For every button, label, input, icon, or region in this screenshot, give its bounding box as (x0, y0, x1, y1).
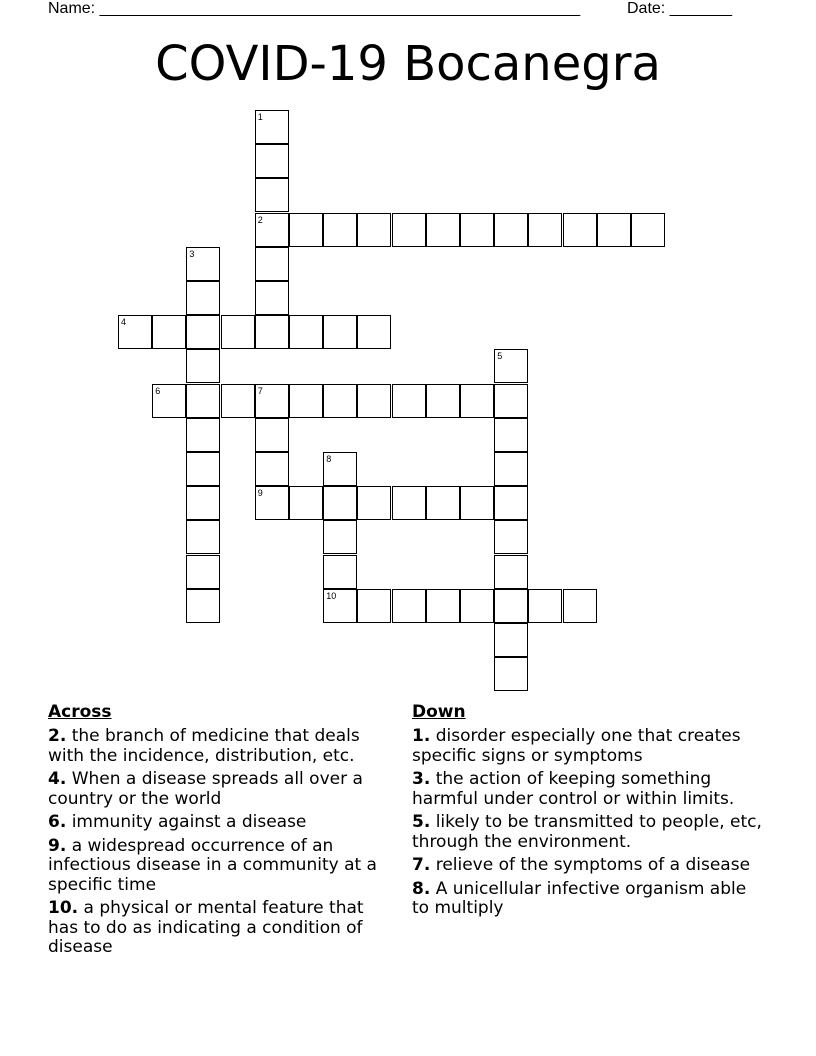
grid-cell[interactable] (563, 589, 597, 623)
down-clue-list (412, 727, 762, 919)
down-clue (412, 813, 762, 852)
grid-cell[interactable] (494, 349, 528, 383)
grid-cell[interactable] (221, 384, 255, 418)
clue-number: 2 (257, 214, 263, 225)
grid-cell[interactable] (186, 384, 220, 418)
clue-text: likely to be transmitted to people, etc, through the environment. (412, 812, 762, 852)
down-clue (412, 727, 762, 766)
grid-cell[interactable] (289, 384, 323, 418)
grid-cell[interactable] (631, 213, 665, 247)
grid-cell[interactable] (323, 589, 357, 623)
grid-cell[interactable] (494, 589, 528, 623)
grid-cell[interactable] (460, 486, 494, 520)
grid-cell[interactable] (323, 520, 357, 554)
grid-cell[interactable] (426, 384, 460, 418)
clue-number: 8 (326, 454, 332, 464)
grid-cell[interactable] (494, 384, 528, 418)
grid-cell[interactable] (392, 486, 426, 520)
grid-cell[interactable] (186, 555, 220, 589)
clue-number-label: 3. (412, 769, 431, 789)
grid-cell[interactable] (323, 452, 357, 486)
grid-cell[interactable] (255, 384, 289, 418)
grid-cell[interactable] (152, 315, 186, 349)
across-clue (48, 837, 393, 896)
down-clue (412, 770, 762, 809)
grid-cell[interactable] (528, 213, 562, 247)
clue-number-label: 8. (412, 878, 431, 899)
clue-number: 9 (257, 488, 263, 499)
grid-cell[interactable] (494, 657, 528, 691)
down-clue (412, 880, 762, 919)
grid-cell[interactable] (460, 589, 494, 623)
grid-cell[interactable] (323, 213, 357, 247)
grid-cell[interactable] (357, 315, 391, 349)
clue-text: immunity against a disease (71, 812, 307, 832)
grid-cell[interactable] (289, 315, 323, 349)
grid-cell[interactable] (357, 213, 391, 247)
down-clue (412, 856, 762, 876)
grid-cell[interactable] (255, 486, 289, 520)
clue-number-label: 5. (412, 812, 431, 832)
grid-cell[interactable] (186, 418, 220, 452)
grid-cell[interactable] (255, 247, 289, 281)
grid-cell[interactable] (186, 486, 220, 520)
clue-number: 6 (155, 385, 161, 396)
grid-cell[interactable] (289, 213, 323, 247)
grid-cell[interactable] (255, 418, 289, 452)
grid-cell[interactable] (392, 589, 426, 623)
grid-cell[interactable] (528, 589, 562, 623)
grid-cell[interactable] (357, 384, 391, 418)
clue-text: the action of keeping something harmful under control or within limits. (412, 769, 735, 809)
grid-cell[interactable] (323, 315, 357, 349)
grid-cell[interactable] (255, 315, 289, 349)
grid-cell[interactable] (494, 623, 528, 657)
grid-cell[interactable] (255, 281, 289, 315)
grid-cell[interactable] (186, 247, 220, 281)
clue-number-label: 6. (48, 812, 67, 832)
clue-number: 1 (257, 112, 263, 122)
grid-cell[interactable] (426, 486, 460, 520)
down-heading: Down (412, 702, 466, 722)
across-clues (48, 702, 393, 962)
clue-number: 10 (326, 590, 337, 601)
grid-cell[interactable] (563, 213, 597, 247)
down-clues (412, 702, 762, 923)
grid-cell[interactable] (426, 589, 460, 623)
grid-cell[interactable] (186, 520, 220, 554)
clue-number-label: 9. (48, 835, 67, 856)
grid-cell[interactable] (460, 213, 494, 247)
clue-text: a physical or mental feature that has to do as indicating a condition of disease (48, 898, 364, 957)
grid-cell[interactable] (221, 315, 255, 349)
clue-text: A unicellular infective organism able to multiply (412, 878, 747, 918)
clue-number-label: 2. (48, 726, 67, 746)
clue-number-label: 1. (412, 726, 431, 746)
grid-cell[interactable] (255, 144, 289, 178)
grid-cell[interactable] (426, 213, 460, 247)
grid-cell[interactable] (494, 555, 528, 589)
grid-cell[interactable] (460, 384, 494, 418)
grid-cell[interactable] (255, 452, 289, 486)
grid-cell[interactable] (494, 452, 528, 486)
clue-number-label: 7. (412, 855, 431, 875)
name-field-label: Name: ______________________________________________________ (48, 0, 581, 17)
grid-cell[interactable] (357, 486, 391, 520)
grid-cell[interactable] (186, 281, 220, 315)
grid-cell[interactable] (323, 486, 357, 520)
grid-cell[interactable] (494, 486, 528, 520)
grid-cell[interactable] (494, 213, 528, 247)
clue-number: 3 (189, 248, 195, 259)
grid-cell[interactable] (186, 349, 220, 383)
grid-cell[interactable] (186, 589, 220, 623)
grid-cell[interactable] (255, 213, 289, 247)
clue-text: a widespread occurrence of an infectious disease in a community at a specific time (48, 835, 377, 895)
grid-cell[interactable] (255, 178, 289, 212)
grid-cell[interactable] (597, 213, 631, 247)
clue-number: 7 (257, 385, 263, 396)
clue-text: relieve of the symptoms of a disease (435, 855, 751, 875)
clue-number-label: 10. (48, 898, 79, 918)
grid-cell[interactable] (494, 418, 528, 452)
across-clue (48, 727, 393, 766)
across-clue (48, 899, 393, 958)
header-line (48, 0, 768, 20)
clue-text: the branch of medicine that deals with the incidence, distribution, etc. (48, 726, 360, 766)
grid-cell[interactable] (289, 486, 323, 520)
across-heading: Across (48, 702, 112, 722)
grid-cell[interactable] (118, 315, 152, 349)
across-clue (48, 813, 393, 833)
clue-text: When a disease spreads all over a country or the world (48, 769, 363, 809)
across-clue (48, 770, 393, 809)
grid-cell[interactable] (357, 589, 391, 623)
grid-cell[interactable] (255, 110, 289, 144)
grid-cell[interactable] (186, 452, 220, 486)
across-clue-list (48, 727, 393, 958)
date-field-label: Date: _______ (627, 0, 732, 17)
clue-text: disorder especially one that creates specific signs or symptoms (412, 726, 741, 766)
clue-number: 4 (121, 317, 127, 328)
clue-number-label: 4. (48, 769, 67, 789)
clue-number: 5 (497, 351, 503, 362)
grid-cell[interactable] (323, 555, 357, 589)
grid-cell[interactable] (152, 384, 186, 418)
grid-cell[interactable] (494, 520, 528, 554)
grid-cell[interactable] (323, 384, 357, 418)
grid-cell[interactable] (392, 384, 426, 418)
page-title: COVID-19 Bocanegra (155, 36, 661, 92)
grid-cell[interactable] (392, 213, 426, 247)
grid-cell[interactable] (186, 315, 220, 349)
